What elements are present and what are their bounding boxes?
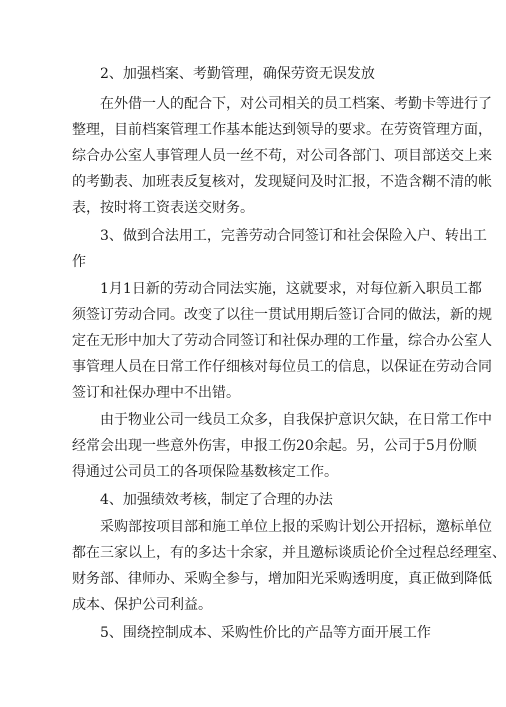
- section-heading-2: 2、加强档案、考勤管理，确保劳资无误发放: [100, 66, 375, 82]
- paragraph-line: 签订和社保办理中不出错。: [72, 385, 240, 401]
- paragraph-line: 得通过公司员工的各项保险基数核定工作。: [72, 464, 338, 480]
- paragraph-line: 1月1日新的劳动合同法实施，这就要求，对每位新入职员工都: [100, 281, 482, 297]
- paragraph-line: 表，按时将工资表送交财务。: [72, 200, 254, 216]
- section-heading-3-continued: 作: [72, 254, 86, 270]
- section-heading-5: 5、围绕控制成本、采购性价比的产品等方面开展工作: [100, 625, 431, 641]
- paragraph-line: 整理，目前档案管理工作基本能达到领导的要求。在劳资管理方面，: [72, 122, 492, 138]
- paragraph-line: 经常会出现一些意外伤害，申报工伤20余起。另，公司于5月份顺: [72, 438, 477, 454]
- paragraph-line: 定在无形中加大了劳动合同签订和社保办理的工作量，综合办公室人: [72, 333, 492, 349]
- paragraph-line: 的考勤表、加班表反复核对，发现疑问及时汇报，不造含糊不清的帐: [72, 174, 492, 190]
- section-heading-3: 3、做到合法用工，完善劳动合同签订和社会保险入户、转出工: [100, 228, 487, 244]
- paragraph-line: 须签订劳动合同。改变了以往一贯试用期后签订合同的做法，新的规: [72, 307, 492, 323]
- paragraph-line: 由于物业公司一线员工众多，自我保护意识欠缺，在日常工作中: [100, 412, 492, 428]
- paragraph-line: 事管理人员在日常工作仔细核对每位员工的信息，以保证在劳动合同: [72, 359, 492, 375]
- paragraph-line: 都在三家以上，有的多达十余家，并且邀标谈质论价全过程总经理室、: [72, 545, 506, 561]
- paragraph-line: 在外借一人的配合下，对公司相关的员工档案、考勤卡等进行了: [100, 96, 492, 112]
- paragraph-line: 财务部、律师办、采购全参与，增加阳光采购透明度，真正做到降低: [72, 571, 492, 587]
- paragraph-line: 采购部按项目部和施工单位上报的采购计划公开招标，邀标单位: [100, 519, 492, 535]
- section-heading-4: 4、加强绩效考核，制定了合理的办法: [100, 492, 333, 508]
- paragraph-line: 成本、保护公司利益。: [72, 597, 212, 613]
- paragraph-line: 综合办公室人事管理人员一丝不苟，对公司各部门、项目部送交上来: [72, 148, 492, 164]
